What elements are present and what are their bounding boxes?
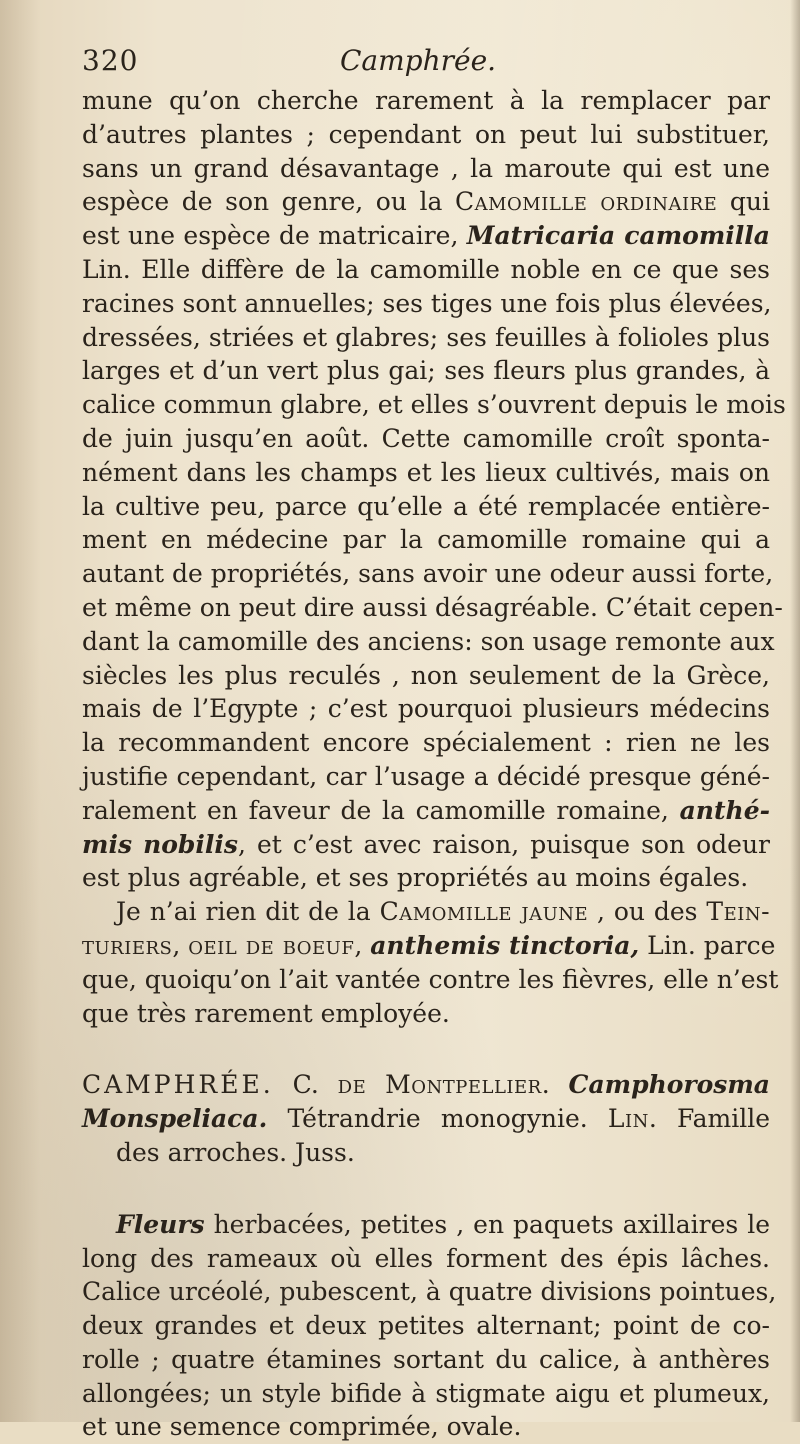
- text-line: allongées; un style bifide à stigmate aigu et plumeux,: [82, 1378, 770, 1408]
- text-line: des arroches. Juss.: [116, 1137, 355, 1167]
- latin-name: anthé-: [679, 795, 770, 825]
- text-line: deux grandes et deux petites alternant; point de co-: [82, 1311, 770, 1341]
- text-line: long des rameaux où elles forment des épis lâches.: [82, 1243, 770, 1273]
- text-fragment: , et c’est avec raison, puisque son odeur: [237, 829, 770, 859]
- text-line: nément dans les champs et les lieux cultivés, mais on: [82, 457, 770, 487]
- running-title: Camphrée.: [340, 44, 497, 77]
- text-line: [82, 1102, 770, 1136]
- text-fragment: C.: [292, 1070, 319, 1100]
- text-line: sans un grand désavantage , la maroute qui est une: [82, 153, 770, 183]
- text-line: racines sont annuelles; ses tiges une fois plus élevées,: [82, 288, 772, 318]
- text-line: larges et d’un vert plus gai; ses fleurs plus grandes, à: [82, 356, 770, 386]
- text-line: Calice urcéolé, pubescent, à quatre divisions pointues,: [82, 1277, 777, 1307]
- latin-name: mis: [82, 829, 133, 859]
- text-line: rolle ; quatre étamines sortant du calice, à anthères: [82, 1344, 770, 1374]
- text-line: [82, 895, 770, 929]
- text-fragment: qui: [729, 187, 770, 217]
- small-caps-term: oeil de boeuf: [188, 930, 355, 960]
- text-fragment: .: [541, 1070, 550, 1100]
- text-line: la recommandent encore spécialement : rien ne les: [82, 728, 770, 758]
- text-fragment: herbacées, petites , en paquets axillaires le: [213, 1209, 770, 1239]
- text-line: dressées, striées et glabres; ses feuilles à folioles plus: [82, 322, 770, 352]
- text-fragment: espèce de son genre, ou la: [82, 187, 443, 217]
- text-fragment: est une espèce de matricaire,: [82, 221, 459, 251]
- latin-name: nobilis: [143, 829, 238, 859]
- text-line: [82, 828, 770, 862]
- text-line: mune qu’on cherche rarement à la remplacer par: [82, 86, 770, 115]
- text-line: [82, 185, 770, 219]
- small-caps-term: Lin: [607, 1104, 649, 1134]
- latin-name: anthemis tinctoria,: [370, 930, 640, 960]
- running-head: [82, 44, 772, 84]
- small-caps-term: Camomille jaune: [379, 897, 589, 927]
- text-block: [82, 84, 786, 1444]
- entry-heading-line: [82, 1068, 770, 1102]
- text-fragment: Tétrandrie monogynie.: [287, 1104, 588, 1134]
- entry-gap: [82, 1170, 770, 1208]
- text-line: mais de l’Egypte ; c’est pourquoi plusieurs médecins: [82, 694, 770, 724]
- text-fragment: . Famille: [648, 1104, 770, 1134]
- entry-gap: [82, 1030, 770, 1068]
- text-line: [82, 929, 776, 963]
- text-line: que, quoiqu’on l’ait vantée contre les fièvres, elle n’est: [82, 964, 779, 994]
- text-line: justifie cependant, car l’usage a décidé presque géné-: [82, 761, 770, 791]
- entry-headword: CAMPHRÉE.: [82, 1070, 274, 1100]
- small-caps-term: Camomille ordinaire: [454, 187, 718, 217]
- text-fragment: Je n’ai rien dit de la: [116, 897, 371, 927]
- text-line: que très rarement employée.: [82, 998, 450, 1028]
- text-line: siècles les plus reculés , non seulement de la Grèce,: [82, 660, 770, 690]
- text-fragment: , ou des: [597, 897, 698, 927]
- text-fragment: ralement en faveur de la camomille romaine,: [82, 795, 669, 825]
- text-line: ment en médecine par la camomille romaine qui a: [82, 525, 770, 555]
- latin-name: Monspeliaca.: [82, 1104, 268, 1134]
- text-line: [82, 219, 770, 253]
- emphasis-term: Fleurs: [116, 1209, 205, 1239]
- text-fragment: ,: [354, 930, 363, 960]
- text-line: Lin. Elle diffère de la camomille noble en ce que ses: [82, 254, 770, 284]
- page-number: 320: [82, 44, 139, 77]
- text-line: d’autres plantes ; cependant on peut lui substituer,: [82, 119, 770, 149]
- small-caps-term: turiers: [82, 930, 173, 960]
- text-line: [82, 1208, 770, 1242]
- page-edge-shadow: [790, 0, 800, 1422]
- latin-name: Matricaria camomilla: [466, 221, 771, 251]
- text-line: et une semence comprimée, ovale.: [82, 1412, 522, 1442]
- text-line: dant la camomille des anciens: son usage remonte aux: [82, 626, 775, 656]
- text-line: calice commun glabre, et elles s’ouvrent depuis le mois: [82, 390, 786, 420]
- text-line: de juin jusqu’en août. Cette camomille croît sponta-: [82, 423, 770, 453]
- text-line: est plus agréable, et ses propriétés au moins égales.: [82, 863, 749, 893]
- small-caps-term: de: [337, 1070, 367, 1100]
- text-line: [82, 794, 770, 828]
- page-gutter-shadow: [0, 0, 40, 1422]
- text-line: la cultive peu, parce qu’elle a été remplacée entière-: [82, 491, 770, 521]
- small-caps-term: Tein-: [706, 897, 771, 927]
- small-caps-term: Montpellier: [385, 1070, 542, 1100]
- text-line: et même on peut dire aussi désagréable. C’était cepen-: [82, 592, 783, 622]
- text-fragment: Lin. parce: [647, 930, 776, 960]
- text-line: autant de propriétés, sans avoir une odeur aussi forte,: [82, 559, 774, 589]
- latin-name: Camphorosma: [568, 1070, 770, 1100]
- text-fragment: ,: [172, 930, 181, 960]
